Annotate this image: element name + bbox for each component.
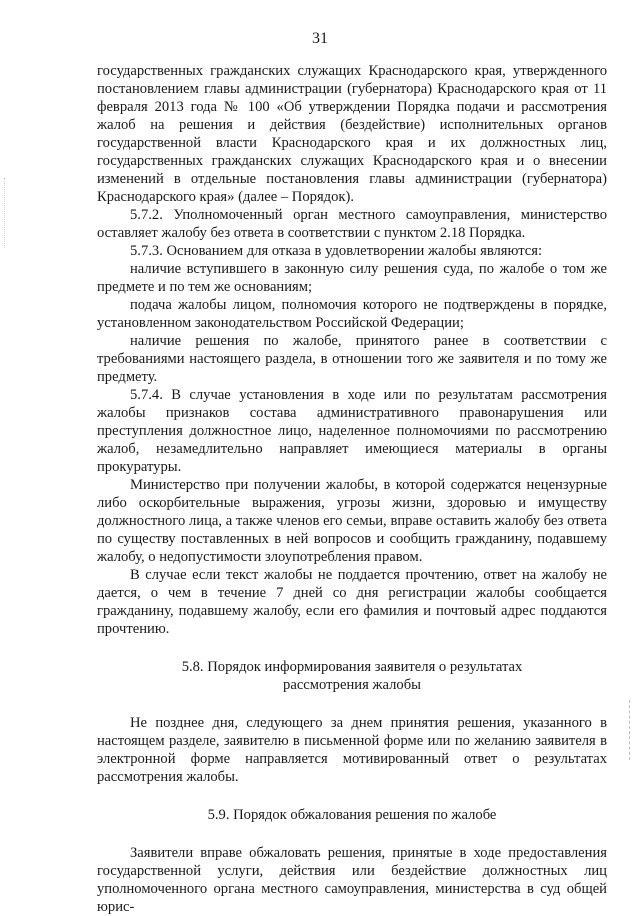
- scan-artifact: [4, 178, 9, 248]
- heading-line: 5.8. Порядок информирования заявителя о результатах: [181, 659, 523, 675]
- document-body: [97, 62, 607, 916]
- paragraph: наличие вступившего в законную силу решения суда, по жалобе о том же предмете и по тем же основаниям;: [97, 261, 607, 295]
- paragraph: Заявители вправе обжаловать решения, принятые в ходе предоставления государственной услуги, действия или бездействие должностных лиц уполномоченного органа местного самоуправления, министерства в суд общей юрис-: [97, 845, 607, 915]
- paragraph: В случае если текст жалобы не поддается прочтению, ответ на жалобу не дается, о чем в течение 7 дней со дня регистрации жалобы сообщается гражданину, подавшему жалобу, если его фамилия и почтовый адрес поддаются прочтению.: [97, 567, 607, 637]
- paragraph: Не позднее дня, следующего за днем принятия решения, указанного в настоящем разделе, заявителю в письменной форме или по желанию заявителя в электронной форме направляется мотивированный ответ о результатах рассмотрения жалобы.: [97, 715, 607, 785]
- paragraph: подача жалобы лицом, полномочия которого не подтверждены в порядке, установленном законодательством Российской Федерации;: [97, 297, 607, 331]
- paragraph: наличие решения по жалобе, принятого ранее в соответствии с требованиями настоящего раздела, в отношении того же заявителя и по тому же предмету.: [97, 333, 607, 385]
- paragraph: государственных гражданских служащих Краснодарского края, утвержденного постановлением главы администрации (губернатора) Краснодарского края от 11 февраля 2013 года № 100 «Об утверждении Порядка подачи и рассмотрения жалоб на решения и действия (бездействие) исполнительных органов государственной власти Краснодарского края и их должностных лиц, государственных гражданских служащих Краснодарского края и о внесении изменений в отдельные постановления главы администрации (губернатора) Краснодарского края» (далее – Порядок).: [97, 63, 607, 205]
- section-heading-5-9: 5.9. Порядок обжалования решения по жалобе: [207, 807, 497, 823]
- paragraph: 5.7.4. В случае установления в ходе или по результатам рассмотрения жалобы признаков состава административного правонарушения или преступления должностное лицо, наделенное полномочиями по рассмотрению жалоб, незамедлительно направляет имеющиеся материалы в органы прокуратуры.: [97, 387, 607, 475]
- scan-artifact: [629, 700, 636, 760]
- heading-line: рассмотрения жалобы: [283, 677, 421, 693]
- section-heading-5-8: [97, 658, 607, 694]
- paragraph: Министерство при получении жалобы, в которой содержатся нецензурные либо оскорбительные выражения, угрозы жизни, здоровью и имуществу должностного лица, а также членов его семьи, вправе оставить жалобу без ответа по существу поставленных в ней вопросов и сообщить гражданину, подавшему жалобу, о недопустимости злоупотребления правом.: [97, 477, 607, 565]
- page-number: 31: [312, 30, 328, 47]
- paragraph: 5.7.2. Уполномоченный орган местного самоуправления, министерство оставляет жалобу без ответа в соответствии с пунктом 2.18 Порядка.: [97, 207, 607, 241]
- paragraph: 5.7.3. Основанием для отказа в удовлетворении жалобы являются:: [130, 243, 543, 259]
